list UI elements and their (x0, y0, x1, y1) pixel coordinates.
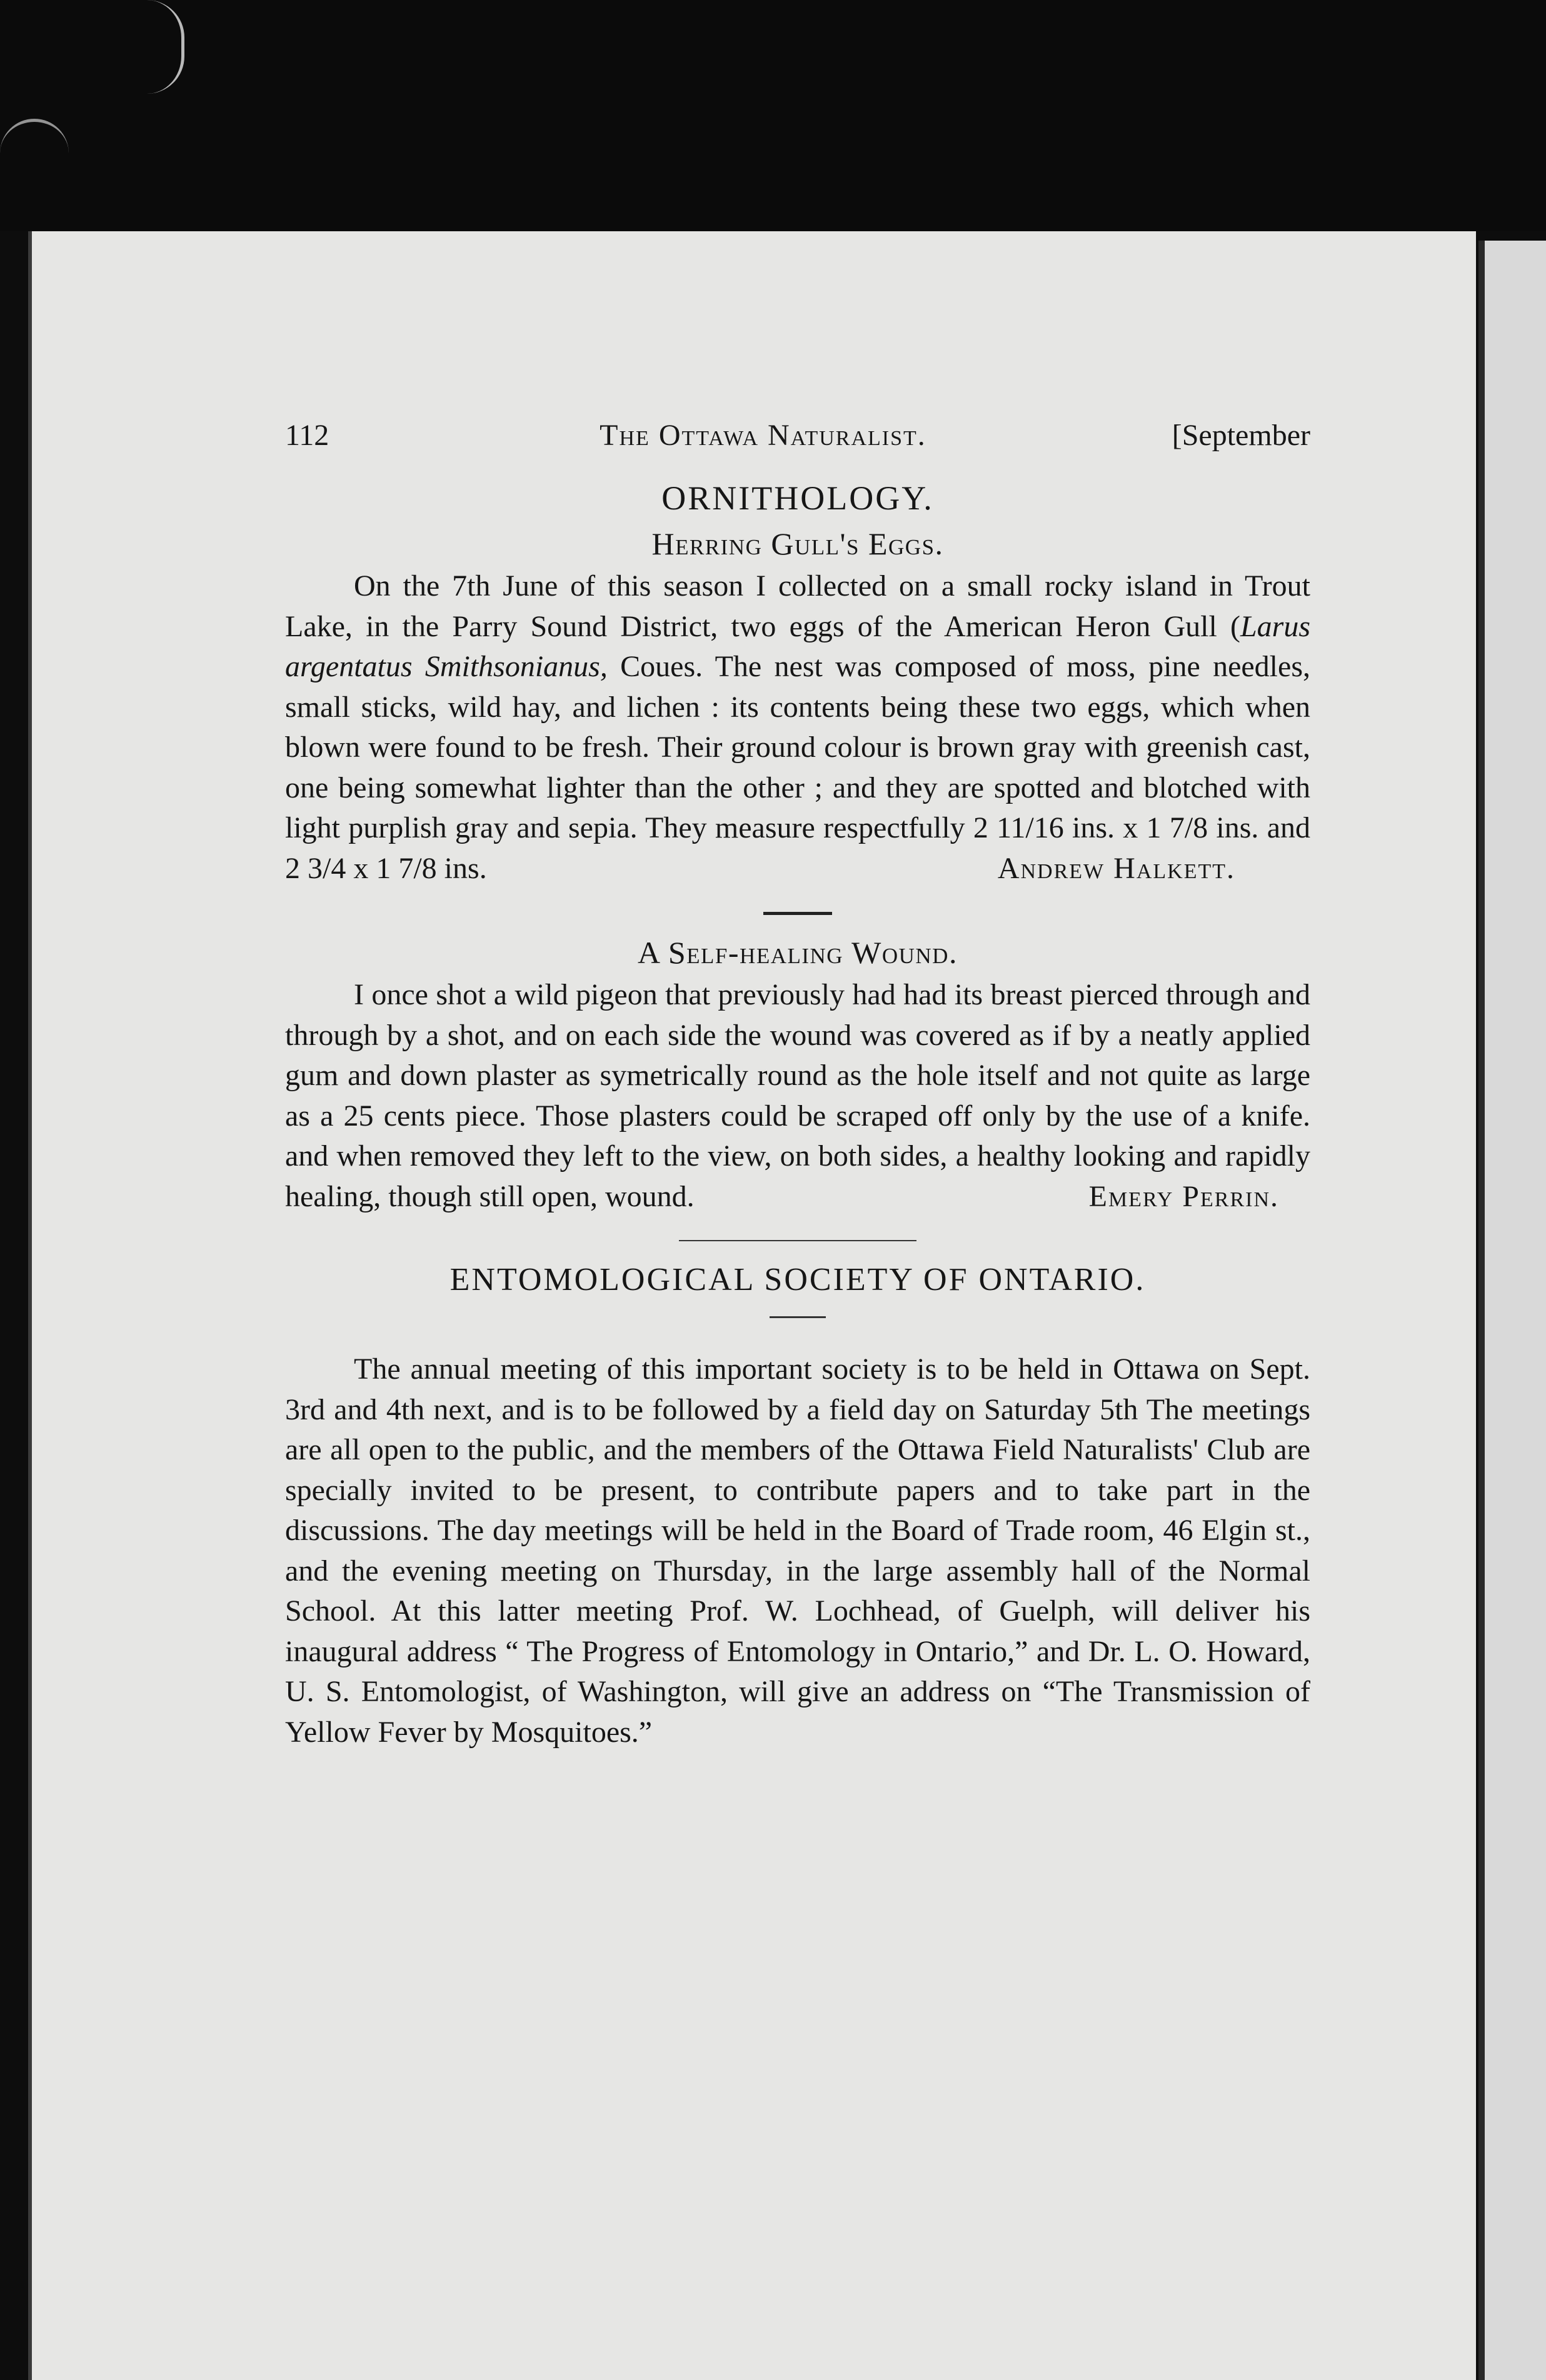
section-rule (679, 1240, 916, 1241)
author-signature: Andrew Halkett. (997, 852, 1235, 885)
issue-month: [September (1172, 419, 1310, 452)
film-edge-curl-left (0, 119, 69, 197)
society-heading: ENTOMOLOGICAL SOCIETY OF ONTARIO. (449, 1261, 1146, 1298)
scan-background-top (0, 0, 1546, 231)
film-edge-curl (125, 0, 184, 94)
page-content (285, 416, 1310, 1752)
separator-dash (763, 912, 832, 915)
article-title-wound: A Self-healing Wound. (638, 934, 958, 970)
page (28, 231, 1476, 2380)
page-number: 112 (285, 419, 329, 452)
section-heading: ORNITHOLOGY. (661, 479, 934, 517)
article-body-wound: I once shot a wild pigeon that previously had had its breast pierced through and through by a shot, and on each side the wound was covered as if by a neatly applied gum and down plaster as symetrically round as the hole itself and not quite as large as a 25 cents piece. Those plasters could be scraped off only by the use of a knife. and when removed they left to the view, on both sides, a healthy looking and rapidly healing, though still open, wound. (285, 978, 1310, 1213)
article-title-herring-gull: Herring Gull's Eggs. (651, 526, 944, 561)
species-name: Larus argentatus Smithsonianus, (285, 609, 1310, 683)
article-body-herring-gull (285, 566, 1310, 889)
author-signature: Emery Perrin. (1088, 1180, 1279, 1213)
body-text: On the 7th June of this season I collected on a small rocky island in Trout Lake, in the Parry Sound District, two eggs of the American Heron Gull ( (285, 569, 1310, 643)
body-text-continued: Coues. The nest was composed of moss, pine needles, small sticks, wild hay, and lichen : its contents being these two eggs, which when blown were found to be fresh. Their ground colour is brown gray with greenish cast, one being somewhat lighter than the other ; and they are spotted and blotched with light purplish gray and sepia. They measure respectfully 2 11/16 ins. x 1 7/8 ins. and 2 3/4 x 1 7/8 ins. (285, 650, 1310, 885)
society-body: The annual meeting of this important society is to be held in Ottawa on Sept. 3rd and 4th next, and is to be followed by a field day on Saturday 5th The meetings are all open to the public, and the members of the Ottawa Field Naturalists' Club are specially invited to be present, to contribute papers and to take part in the discussions. The day meetings will be held in the Board of Trade room, 46 Elgin st., and the evening meeting on Thursday, in the large assembly hall of the Normal School. At this latter meeting Prof. W. Lochhead, of Guelph, will deliver his inaugural address “ The Progress of Entomology in Ontario,” and Dr. L. O. Howard, U. S. Entomologist, of Washington, will give an address on “The Transmission of Yellow Fever by Mosquitoes.” (285, 1352, 1310, 1749)
journal-title: The Ottawa Naturalist. (600, 419, 926, 452)
adjacent-page-edge (1478, 241, 1546, 2380)
running-head (285, 416, 1310, 466)
heading-rule (770, 1316, 826, 1318)
